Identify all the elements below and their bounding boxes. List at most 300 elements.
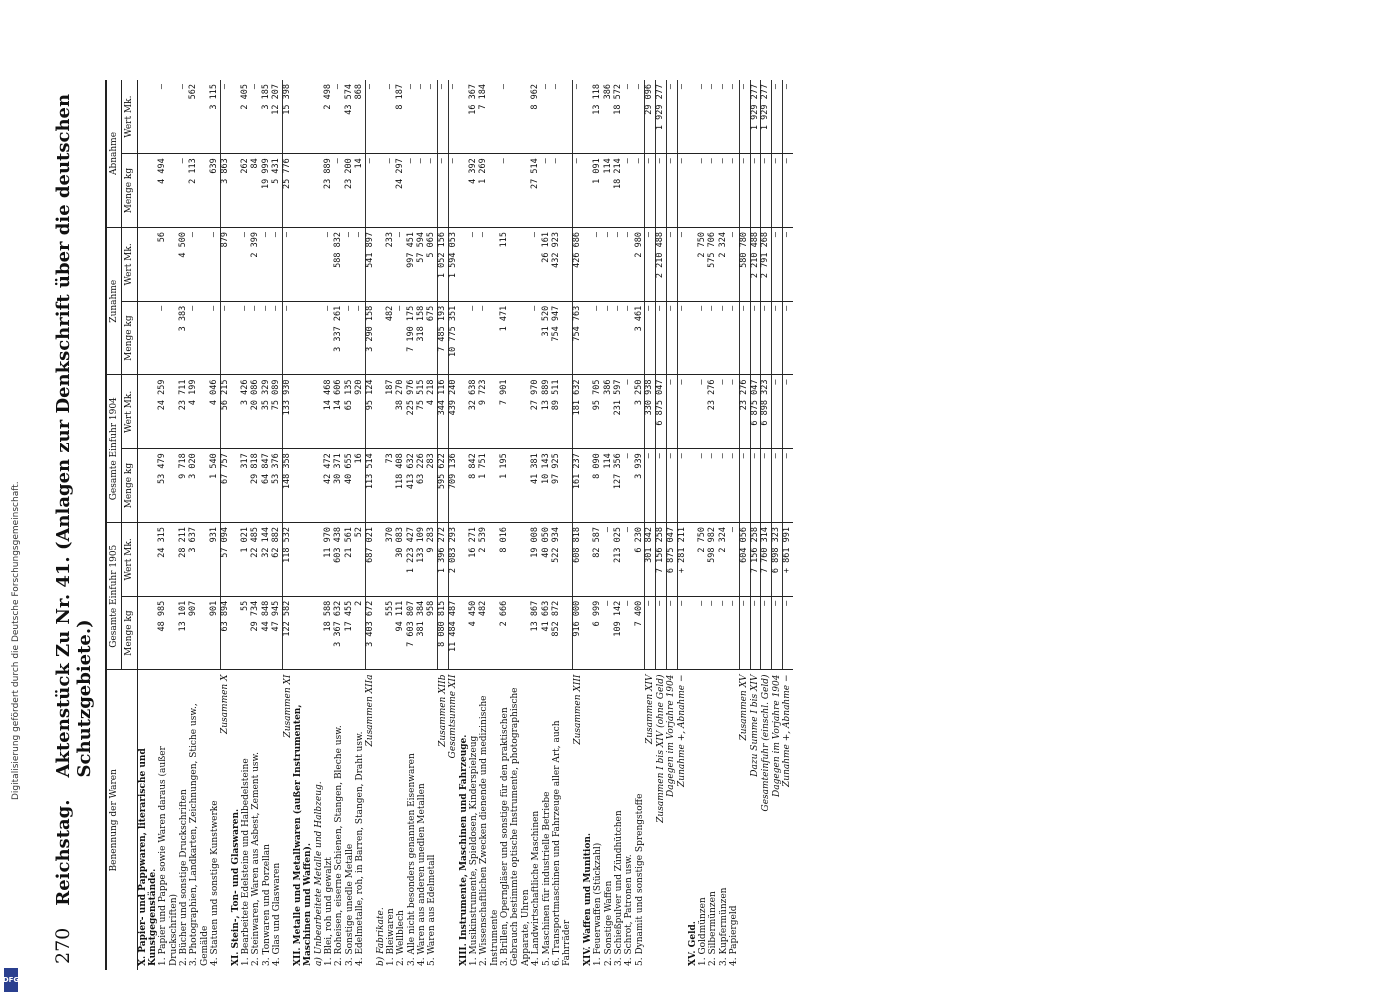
cell-value: — [782,301,792,375]
row-label: 3. Alle nicht besonders genannten Eisenwaren [406,753,417,966]
cell-value: 2 750 [698,228,708,302]
cell-value [137,228,158,302]
cell-value: 386 [604,375,614,449]
table-row [624,80,634,970]
cell-value: 3 020 [189,449,210,523]
table-row [345,80,355,970]
cell-value: 84 [251,154,261,228]
sub-header: Menge kg [122,154,137,228]
cell-value: 262 [241,154,251,228]
cell-value: — [531,301,541,375]
table-row [761,80,772,970]
table-row [189,80,210,970]
cell-value: 32 144 [262,523,272,597]
cell-value: — [624,228,634,302]
row-label: 3. Brillen, Operngläser und sonstige für den praktischen Gebrauch bestimmte optische Instrumente, photographische Apparate, Uhren [500,687,531,966]
cell-value: — [635,80,645,154]
row-label: 5. Dynamit und sonstige Sprengstoffe [634,793,645,966]
cell-value: — [708,301,718,375]
cell-value: 17 455 [345,596,355,670]
cell-value: 541 897 [365,228,375,302]
section-heading: XIII. Instrumente, Maschinen und Fahrzeuge. [458,734,469,966]
cell-value [231,228,241,302]
cell-value: 32 638 [469,375,479,449]
cell-value: 709 136 [448,449,458,523]
cell-value [137,80,158,154]
total-label: Zunahme +, Abnahme − [677,674,688,787]
cell-value: 24 259 [158,375,179,449]
cell-value: — [666,80,677,154]
cell-value: 1 396 272 [438,523,449,597]
cell-value: — [573,154,583,228]
cell-value [137,523,158,597]
row-label: 2. Silbermünzen [708,891,719,966]
cell-value: 4 199 [189,375,210,449]
row-label: 4. Statuen und sonstige Kunstwerke [210,800,221,966]
cell-value: 40 050 [542,523,552,597]
table-row [666,80,677,970]
cell-value: 82 587 [593,523,603,597]
cell-value: — [698,301,708,375]
cell-value: 3 290 158 [365,301,375,375]
cell-value: — [448,80,458,154]
cell-value: 21 561 [345,523,355,597]
cell-value: — [708,449,718,523]
table-row [376,80,386,970]
cell-value: — [698,154,708,228]
cell-value: 115 [500,228,531,302]
cell-value: — [552,80,573,154]
row-label: 3. Schießpulver und Zündhütchen [613,810,624,966]
cell-value: 522 934 [552,523,573,597]
group-header: Abnahme [106,80,122,228]
cell-value: — [719,154,729,228]
cell-value: 148 358 [283,449,293,523]
sub-header: Wert Mk. [122,80,137,154]
cell-value: — [479,301,500,375]
cell-value: — [761,154,772,228]
cell-value: 675 [427,301,437,375]
table-row [365,80,375,970]
cell-value: — [386,80,396,154]
table-row [552,80,573,970]
cell-value: — [666,154,677,228]
cell-value: 370 [386,523,396,597]
cell-value: 9 283 [427,523,437,597]
import-table [105,80,793,970]
section-heading: XII. Metalle und Metallwaren (außer Instrumenten, Maschinen und Waffen). [292,704,314,966]
cell-value: 57 594 [417,228,427,302]
cell-value: 283 [427,449,437,523]
table-row [210,80,220,970]
cell-value: — [772,449,783,523]
cell-value [293,301,314,375]
cell-value [376,154,386,228]
cell-value: 604 056 [739,523,750,597]
cell-value: — [677,449,687,523]
dfg-logo: DFG [4,968,18,992]
table-row [272,80,282,970]
cell-value: — [158,80,179,154]
table-row [635,80,645,970]
table-row [750,80,761,970]
cell-value: 48 985 [158,596,179,670]
cell-value: 114 [604,154,614,228]
cell-value [137,449,158,523]
sub-header: Menge kg [122,301,137,375]
cell-value: 2 980 [635,228,645,302]
cell-value: 15 398 [283,80,293,154]
cell-value: — [614,228,624,302]
cell-value: 94 111 [396,596,406,670]
cell-value: 75 089 [272,375,282,449]
row-label: 4. Edelmetalle, roh, in Barren, Stangen, Draht usw. [354,731,365,966]
cell-value: 1 751 [479,449,500,523]
cell-value: 432 923 [552,228,573,302]
cell-value: — [719,449,729,523]
cell-value: 381 384 [417,596,427,670]
cell-value: — [210,301,220,375]
cell-value: — [624,596,634,670]
cell-value: 413 632 [407,449,417,523]
cell-value: — [438,154,449,228]
cell-value: 233 [386,228,396,302]
cell-value: — [677,596,687,670]
cell-value: — [782,449,792,523]
cell-value: — [365,154,375,228]
cell-value [293,228,314,302]
table-row [542,80,552,970]
cell-value: 386 [604,80,614,154]
cell-value: 8 842 [469,449,479,523]
cell-value: 40 655 [345,449,355,523]
cell-value: — [677,228,687,302]
cell-value: — [251,80,261,154]
table-row [448,80,458,970]
cell-value: 38 270 [396,375,406,449]
row-label: 3. Sonstige unedle Metalle [344,843,355,966]
rotated-page-content [48,64,1288,970]
cell-value: 3 383 [179,301,189,375]
cell-value: 14 [355,154,365,228]
total-label: Zusammen XIIa [365,674,376,747]
cell-value: 52 [355,523,365,597]
cell-value: 1 052 156 [438,228,449,302]
cell-value: — [645,301,656,375]
sub-header: Wert Mk. [122,375,137,449]
cell-value: 2 405 [241,80,251,154]
cell-value: 2 324 [719,523,729,597]
cell-value: — [334,80,344,154]
row-label: 6. Transportmaschinen und Fahrzeuge aller Art, auch Fahrräder [551,720,573,966]
cell-value: — [624,80,634,154]
cell-value: 344 116 [438,375,449,449]
cell-value: 28 211 [179,523,189,597]
cell-value: — [251,301,261,375]
cell-value: 4 392 [469,154,479,228]
total-label: Zunahme +, Abnahme − [782,674,793,787]
cell-value: 4 494 [158,154,179,228]
cell-value [688,596,698,670]
row-label: 2. Roheisen, eiserne Schienen, Stangen, Bleche usw. [334,725,345,966]
cell-value: 6 875 047 [666,523,677,597]
cell-value: 1 021 [241,523,251,597]
cell-value: 44 848 [262,596,272,670]
cell-value: 65 135 [345,375,355,449]
row-label: a) Unbearbeitete Metalle und Halbzeug. [313,781,324,966]
cell-value: 161 237 [573,449,583,523]
cell-value [293,80,314,154]
row-label: 1. Papier und Pappe sowie Waren daraus (außer Druckschriften) [158,746,179,966]
cell-value: — [573,80,583,154]
cell-value: — [624,301,634,375]
cell-value [293,154,314,228]
cell-value: — [417,154,427,228]
cell-value: 7 156 258 [750,523,761,597]
cell-value: 3 115 [210,80,220,154]
cell-value: 19 999 [262,154,272,228]
cell-value: 13 889 [542,375,552,449]
cell-value: — [729,80,739,154]
table-row [739,80,750,970]
cell-value: 133 109 [417,523,427,597]
cell-value: 97 925 [552,449,573,523]
row-label: 3. Photographien, Landkarten, Zeichnungen, Stiche usw., Gemälde [189,703,210,966]
cell-value: 10 775 351 [448,301,458,375]
row-label: 4. Papiergeld [728,905,739,966]
cell-value: — [324,228,334,302]
cell-value: 6 875 047 [750,375,761,449]
cell-value: 73 [386,449,396,523]
cell-value: — [772,596,783,670]
cell-value: — [750,154,761,228]
cell-value: 22 485 [251,523,261,597]
cell-value: 63 894 [220,596,230,670]
cell-value: — [782,154,792,228]
table-row [469,80,479,970]
cell-value: 2 666 [500,596,531,670]
cell-value: — [698,449,708,523]
total-label: Gesamtsumme XII [448,674,459,759]
cell-value: 2 083 293 [448,523,458,597]
cell-value: — [782,228,792,302]
cell-value: — [272,228,282,302]
cell-value: 330 938 [645,375,656,449]
cell-value: 6 230 [635,523,645,597]
cell-value: 53 479 [158,449,179,523]
column-header-label: Benennung der Waren [106,670,137,970]
table-row [645,80,656,970]
cell-value: 3 461 [635,301,645,375]
sub-header: Wert Mk. [122,228,137,302]
cell-value: 30 371 [334,449,344,523]
section-heading: XIV. Waffen und Munition. [582,832,593,966]
cell-value: — [729,301,739,375]
row-label: 2. Wissenschaftlichen Zwecken dienende und medizinische Instrumente [479,695,500,966]
cell-value [688,154,698,228]
cell-value: 588 832 [334,228,344,302]
cell-value: — [593,228,603,302]
cell-value: 2 [355,596,365,670]
cell-value: 67 757 [220,449,230,523]
cell-value: 2 210 488 [656,228,667,302]
cell-value: — [739,301,750,375]
cell-value: — [283,228,293,302]
cell-value [688,449,698,523]
cell-value: — [656,154,667,228]
cell-value: 7 190 175 [407,301,417,375]
cell-value: 879 [220,228,230,302]
cell-value: 6 898 323 [772,523,783,597]
cell-value: 7 901 [500,375,531,449]
cell-value: 118 532 [283,523,293,597]
cell-value: 3 367 632 [334,596,344,670]
row-label: 1. Goldmünzen [697,897,708,966]
cell-value: 1 269 [479,154,500,228]
cell-value: 1 929 277 [656,80,667,154]
cell-value: 1 195 [500,449,531,523]
cell-value: 24 315 [158,523,179,597]
cell-value: 225 976 [407,375,417,449]
cell-value: — [220,301,230,375]
cell-value: 62 882 [272,523,282,597]
cell-value: 301 842 [645,523,656,597]
table-row [324,80,334,970]
table-row [593,80,603,970]
cell-value: 63 226 [417,449,427,523]
cell-value: — [500,154,531,228]
total-label: Zusammen X [220,674,231,734]
cell-value: 754 763 [573,301,583,375]
cell-value: — [635,154,645,228]
cell-value: 603 438 [334,523,344,597]
cell-value: — [355,301,365,375]
cell-value: 6 999 [593,596,603,670]
cell-value: 56 215 [220,375,230,449]
cell-value: 7 485 193 [438,301,449,375]
cell-value: 3 637 [189,523,210,597]
cell-value: 5 431 [272,154,282,228]
cell-value: — [656,596,667,670]
cell-value: 95 124 [365,375,375,449]
cell-value: — [677,80,687,154]
cell-value [459,228,469,302]
cell-value: 19 008 [531,523,541,597]
row-label: 2. Wellblech [396,910,407,966]
table-row [251,80,261,970]
cell-value: — [677,301,687,375]
cell-value: — [241,301,251,375]
cell-value [137,596,158,670]
cell-value: — [355,228,365,302]
cell-value: 122 582 [283,596,293,670]
cell-value: 213 025 [614,523,624,597]
table-row [386,80,396,970]
table-row [708,80,718,970]
digitization-sidebar [0,0,22,1000]
cell-value: — [729,375,739,449]
table-row [241,80,251,970]
table-row [231,80,241,970]
cell-value: 3 185 [262,80,272,154]
cell-value: 18 588 [324,596,334,670]
cell-value: — [645,449,656,523]
table-row [573,80,583,970]
cell-value: — [772,228,783,302]
cell-value: 2 113 [189,154,210,228]
cell-value [137,375,158,449]
cell-value: 482 [479,596,500,670]
table-row [500,80,531,970]
table-row [293,80,314,970]
page-header [52,64,95,970]
cell-value: — [708,154,718,228]
cell-value: 10 143 [542,449,552,523]
cell-value: — [656,449,667,523]
cell-value: — [604,523,614,597]
sub-header: Menge kg [122,449,137,523]
cell-value: 16 [355,449,365,523]
cell-value: 901 [210,596,220,670]
cell-value: 1 471 [500,301,531,375]
cell-value: — [427,80,437,154]
cell-value: 89 511 [552,375,573,449]
cell-value: — [179,154,189,228]
table-row [355,80,365,970]
cell-value: 75 515 [417,375,427,449]
section-heading: X. Papier- und Pappwaren, literarische und Kunstgegenstände. [137,748,159,966]
cell-value: — [500,80,531,154]
cell-value: — [729,523,739,597]
table-row [283,80,293,970]
cell-value: — [708,80,718,154]
table-row [427,80,437,970]
cell-value: — [396,301,406,375]
cell-value: 41 663 [542,596,552,670]
cell-value: 931 [210,523,220,597]
table-row [782,80,792,970]
table-row [719,80,729,970]
cell-value: 3 250 [635,375,645,449]
cell-value: 426 686 [573,228,583,302]
cell-value: 916 000 [573,596,583,670]
cell-value: — [448,154,458,228]
cell-value: 6 875 047 [656,375,667,449]
table-row [459,80,469,970]
cell-value: 11 970 [324,523,334,597]
cell-value: — [189,301,210,375]
cell-value [231,301,241,375]
cell-value: 598 982 [708,523,718,597]
cell-value: 2 324 [719,228,729,302]
table-row [604,80,614,970]
section-heading: XI. Stein-, Ton- und Glaswaren. [230,808,241,966]
cell-value: — [761,449,772,523]
cell-value: — [189,228,210,302]
cell-value: 231 597 [614,375,624,449]
table-row [158,80,179,970]
cell-value: 20 086 [251,375,261,449]
cell-value: 7 760 314 [761,523,772,597]
total-label: Zusammen I bis XIV (ohne Geld) [655,674,666,823]
cell-value: 13 118 [593,80,603,154]
cell-value: 1 223 427 [407,523,417,597]
cell-value: 55 [241,596,251,670]
cell-value: 109 142 [614,596,624,670]
cell-value: 12 207 [272,80,282,154]
cell-value: 6 898 323 [761,375,772,449]
cell-value: 852 872 [552,596,573,670]
